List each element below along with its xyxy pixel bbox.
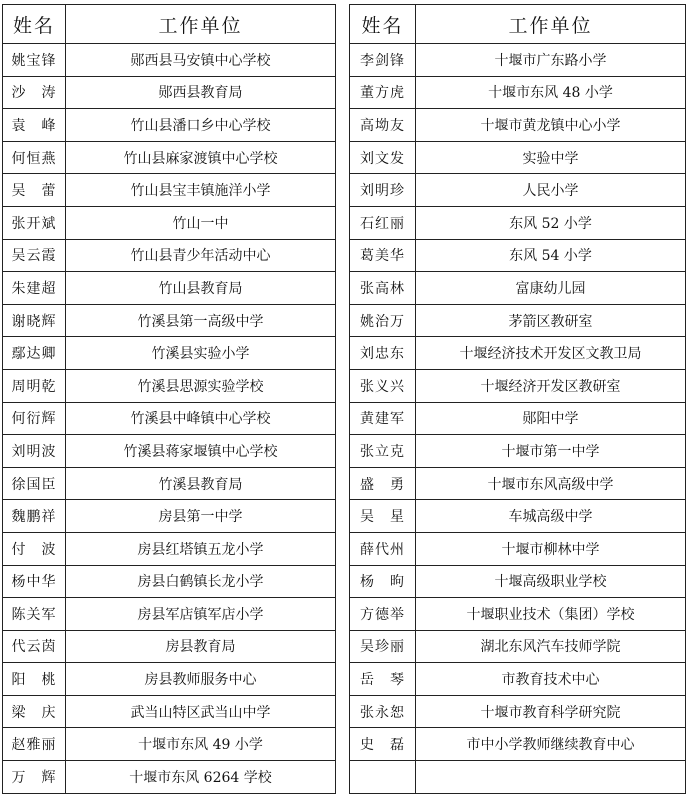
name-right-cell: 吴 星	[350, 500, 416, 533]
org-left-cell: 房县教育局	[66, 630, 336, 663]
org-left-cell: 竹山县教育局	[66, 272, 336, 305]
name-right-cell: 张义兴	[350, 369, 416, 402]
name-left-cell: 刘明波	[3, 435, 66, 468]
name-right-cell: 石红丽	[350, 206, 416, 239]
name-left-cell: 何恒燕	[3, 141, 66, 174]
table-row	[3, 761, 686, 794]
table-row	[3, 695, 686, 728]
table-row	[3, 141, 686, 174]
header-row	[3, 5, 686, 44]
name-right-cell: 刘明珍	[350, 174, 416, 207]
name-left-cell: 付 波	[3, 532, 66, 565]
name-left-cell: 陈关军	[3, 598, 66, 631]
org-left-cell: 房县教师服务中心	[66, 663, 336, 696]
name-left-cell: 阳 桃	[3, 663, 66, 696]
name-right-cell: 董方虎	[350, 76, 416, 109]
org-right-cell: 十堰经济开发区教研室	[416, 369, 686, 402]
org-left-cell: 竹溪县教育局	[66, 467, 336, 500]
name-right-cell: 史 磊	[350, 728, 416, 761]
table-row	[3, 206, 686, 239]
org-right-cell: 十堰职业技术（集团）学校	[416, 598, 686, 631]
column-gap	[336, 532, 350, 565]
org-left-cell: 竹溪县第一高级中学	[66, 304, 336, 337]
name-left-cell: 魏鹏祥	[3, 500, 66, 533]
org-right-cell: 十堰市黄龙镇中心小学	[416, 109, 686, 142]
org-right-cell: 车城高级中学	[416, 500, 686, 533]
org-left-cell: 竹溪县思源实验学校	[66, 369, 336, 402]
name-left-cell: 吴 蕾	[3, 174, 66, 207]
table-row	[3, 500, 686, 533]
org-left-cell: 十堰市东风 6264 学校	[66, 761, 336, 794]
org-right-cell: 十堰市东风高级中学	[416, 467, 686, 500]
column-gap	[336, 369, 350, 402]
name-left-cell: 代云茵	[3, 630, 66, 663]
name-left-cell: 谢晓辉	[3, 304, 66, 337]
column-gap	[336, 630, 350, 663]
org-right-cell: 东风 54 小学	[416, 239, 686, 272]
org-right-cell: 十堰经济技术开发区文教卫局	[416, 337, 686, 370]
column-gap	[336, 5, 350, 44]
name-right-cell: 张永恕	[350, 695, 416, 728]
table-row	[3, 467, 686, 500]
table-row	[3, 76, 686, 109]
org-left-cell: 十堰市东风 49 小学	[66, 728, 336, 761]
name-right-cell: 李剑锋	[350, 44, 416, 77]
table-row	[3, 630, 686, 663]
name-right-cell: 刘文发	[350, 141, 416, 174]
header-org-left: 工作单位	[66, 5, 336, 44]
org-left-cell: 竹山县麻家渡镇中心学校	[66, 141, 336, 174]
name-right-cell: 薛代州	[350, 532, 416, 565]
name-left-cell: 杨中华	[3, 565, 66, 598]
org-right-cell: 茅箭区教研室	[416, 304, 686, 337]
name-right-cell: 杨 昫	[350, 565, 416, 598]
table-row	[3, 109, 686, 142]
org-left-cell: 竹溪县实验小学	[66, 337, 336, 370]
org-left-cell: 竹溪县中峰镇中心学校	[66, 402, 336, 435]
table-row	[3, 435, 686, 468]
org-left-cell: 房县第一中学	[66, 500, 336, 533]
org-left-cell: 房县红塔镇五龙小学	[66, 532, 336, 565]
column-gap	[336, 663, 350, 696]
org-right-cell: 十堰市柳林中学	[416, 532, 686, 565]
org-left-cell: 房县军店镇军店小学	[66, 598, 336, 631]
column-gap	[336, 500, 350, 533]
table-row	[3, 174, 686, 207]
org-right-cell: 市中小学教师继续教育中心	[416, 728, 686, 761]
name-left-cell: 万 辉	[3, 761, 66, 794]
org-left-cell: 武当山特区武当山中学	[66, 695, 336, 728]
column-gap	[336, 44, 350, 77]
org-right-cell	[416, 761, 686, 794]
org-left-cell: 竹山县潘口乡中心学校	[66, 109, 336, 142]
column-gap	[336, 402, 350, 435]
org-right-cell: 十堰市教育科学研究院	[416, 695, 686, 728]
column-gap	[336, 695, 350, 728]
name-right-cell: 张立克	[350, 435, 416, 468]
column-gap	[336, 304, 350, 337]
name-right-cell	[350, 761, 416, 794]
column-gap	[336, 728, 350, 761]
org-right-cell: 十堰市第一中学	[416, 435, 686, 468]
column-gap	[336, 598, 350, 631]
table-row	[3, 402, 686, 435]
name-left-cell: 赵雅丽	[3, 728, 66, 761]
name-left-cell: 徐国臣	[3, 467, 66, 500]
name-right-cell: 姚治万	[350, 304, 416, 337]
column-gap	[336, 174, 350, 207]
org-left-cell: 郧西县教育局	[66, 76, 336, 109]
name-right-cell: 黄建军	[350, 402, 416, 435]
name-right-cell: 张高林	[350, 272, 416, 305]
name-right-cell: 盛 勇	[350, 467, 416, 500]
table-body	[3, 44, 686, 794]
name-left-cell: 朱建超	[3, 272, 66, 305]
name-right-cell: 刘忠东	[350, 337, 416, 370]
org-left-cell: 竹山县宝丰镇施洋小学	[66, 174, 336, 207]
table-row	[3, 369, 686, 402]
name-right-cell: 岳 琴	[350, 663, 416, 696]
org-right-cell: 十堰市广东路小学	[416, 44, 686, 77]
table-row	[3, 239, 686, 272]
column-gap	[336, 272, 350, 305]
column-gap	[336, 337, 350, 370]
org-right-cell: 郧阳中学	[416, 402, 686, 435]
org-right-cell: 湖北东风汽车技师学院	[416, 630, 686, 663]
header-name-right: 姓名	[350, 5, 416, 44]
table-row	[3, 728, 686, 761]
column-gap	[336, 467, 350, 500]
org-right-cell: 十堰高级职业学校	[416, 565, 686, 598]
name-left-cell: 梁 庆	[3, 695, 66, 728]
column-gap	[336, 761, 350, 794]
table-row	[3, 532, 686, 565]
staff-table-container	[2, 4, 687, 794]
name-left-cell: 姚宝锋	[3, 44, 66, 77]
name-right-cell: 葛美华	[350, 239, 416, 272]
org-left-cell: 竹溪县蒋家堰镇中心学校	[66, 435, 336, 468]
name-left-cell: 吴云霞	[3, 239, 66, 272]
org-right-cell: 人民小学	[416, 174, 686, 207]
table-row	[3, 663, 686, 696]
name-right-cell: 吴珍丽	[350, 630, 416, 663]
org-right-cell: 实验中学	[416, 141, 686, 174]
name-left-cell: 周明乾	[3, 369, 66, 402]
column-gap	[336, 239, 350, 272]
name-left-cell: 张开斌	[3, 206, 66, 239]
table-row	[3, 598, 686, 631]
table-row	[3, 272, 686, 305]
name-left-cell: 鄢达卿	[3, 337, 66, 370]
table-row	[3, 337, 686, 370]
name-left-cell: 袁 峰	[3, 109, 66, 142]
org-right-cell: 市教育技术中心	[416, 663, 686, 696]
header-name-left: 姓名	[3, 5, 66, 44]
column-gap	[336, 565, 350, 598]
column-gap	[336, 141, 350, 174]
name-left-cell: 沙 涛	[3, 76, 66, 109]
org-right-cell: 东风 52 小学	[416, 206, 686, 239]
column-gap	[336, 109, 350, 142]
org-left-cell: 竹山一中	[66, 206, 336, 239]
header-org-right: 工作单位	[416, 5, 686, 44]
org-left-cell: 房县白鹤镇长龙小学	[66, 565, 336, 598]
table-row	[3, 44, 686, 77]
table-row	[3, 304, 686, 337]
org-right-cell: 富康幼儿园	[416, 272, 686, 305]
column-gap	[336, 435, 350, 468]
table-row	[3, 565, 686, 598]
staff-table	[2, 4, 686, 794]
name-left-cell: 何衍辉	[3, 402, 66, 435]
org-left-cell: 郧西县马安镇中心学校	[66, 44, 336, 77]
name-right-cell: 高坳友	[350, 109, 416, 142]
column-gap	[336, 76, 350, 109]
org-right-cell: 十堰市东风 48 小学	[416, 76, 686, 109]
column-gap	[336, 206, 350, 239]
name-right-cell: 方德举	[350, 598, 416, 631]
org-left-cell: 竹山县青少年活动中心	[66, 239, 336, 272]
